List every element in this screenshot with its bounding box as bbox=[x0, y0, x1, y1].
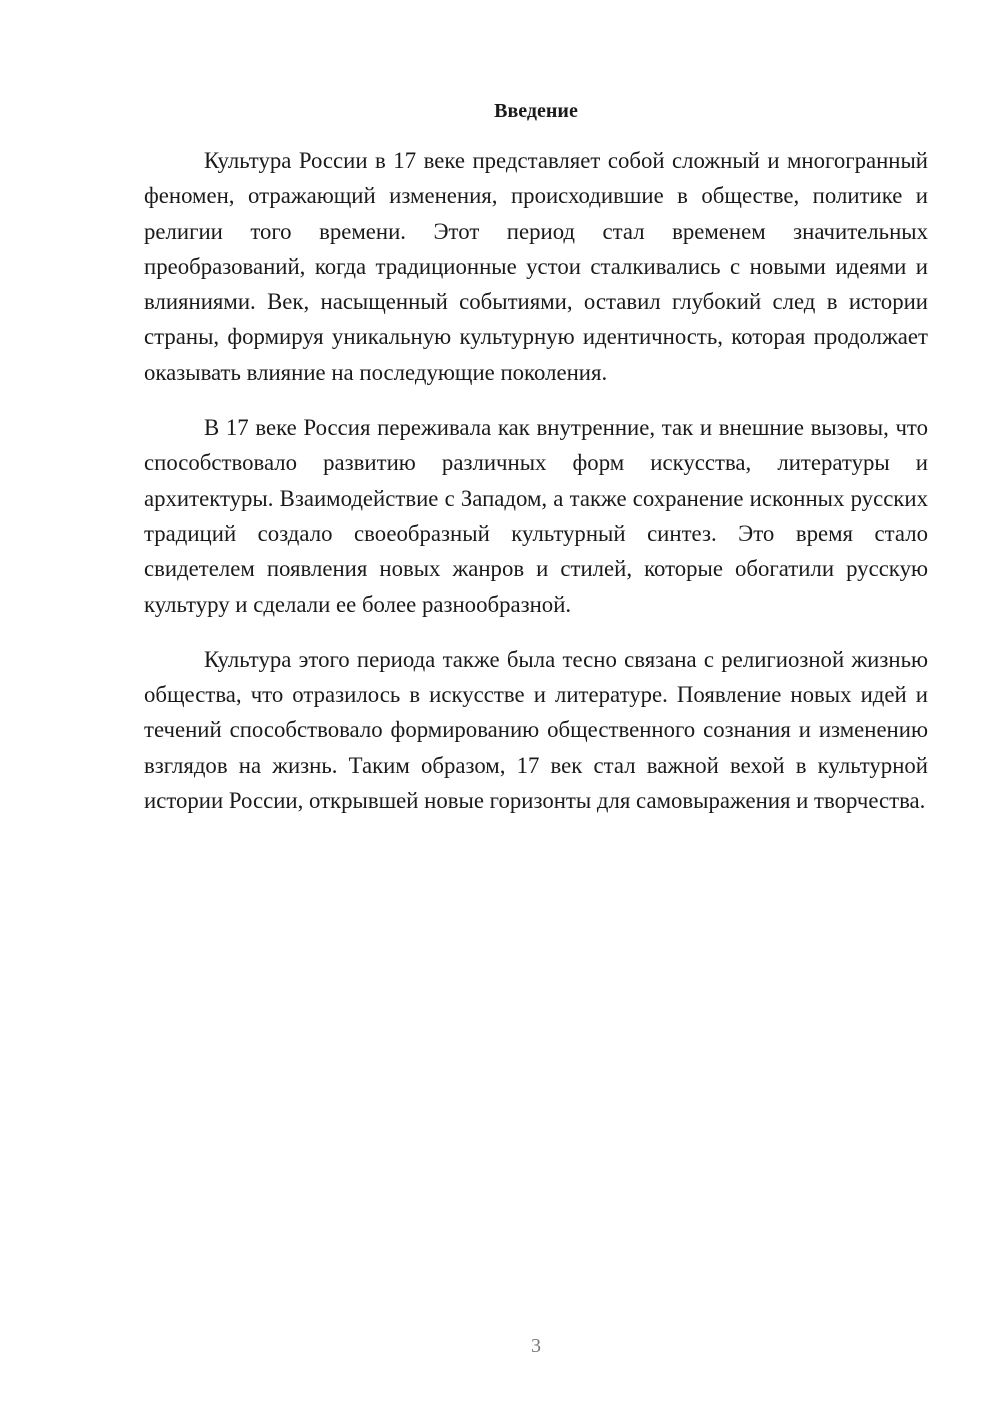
page-title: Введение bbox=[494, 100, 578, 122]
paragraph-3: Культура этого периода также была тесно связана с религиозной жизнью общества, что отразилось в искусстве и литературе. Появление новых идей и течений способствовало формированию общественного сознания и изменению взглядов на жизнь. Таким образом, 17 век стал важной вехой в культурной истории России, открывшей новые горизонты для самовыражения и творчества. bbox=[144, 646, 928, 814]
paragraph-2: В 17 веке Россия переживала как внутренние, так и внешние вызовы, что способствовало развитию различных форм искусства, литературы и архитектуры. Взаимодействие с Западом, а также сохранение исконных русских традиций создало своеобразный культурный синтез. Это время стало свидетелем появления новых жанров и стилей, которые обогатили русскую культуру и сделали ее более разнообразной. bbox=[144, 415, 928, 617]
body-text bbox=[144, 143, 928, 838]
paragraph-1: Культура России в 17 веке представляет собой сложный и многогранный феномен, отражающий изменения, происходившие в обществе, политике и религии того времени. Этот период стал временем значительных преобразований, когда традиционные устои сталкивались с новыми идеями и влияниями. Век, насыщенный событиями, оставил глубокий след в истории страны, формируя уникальную культурную идентичность, которая продолжает оказывать влияние на последующие поколения. bbox=[144, 148, 928, 385]
page-number: 3 bbox=[531, 1335, 541, 1357]
